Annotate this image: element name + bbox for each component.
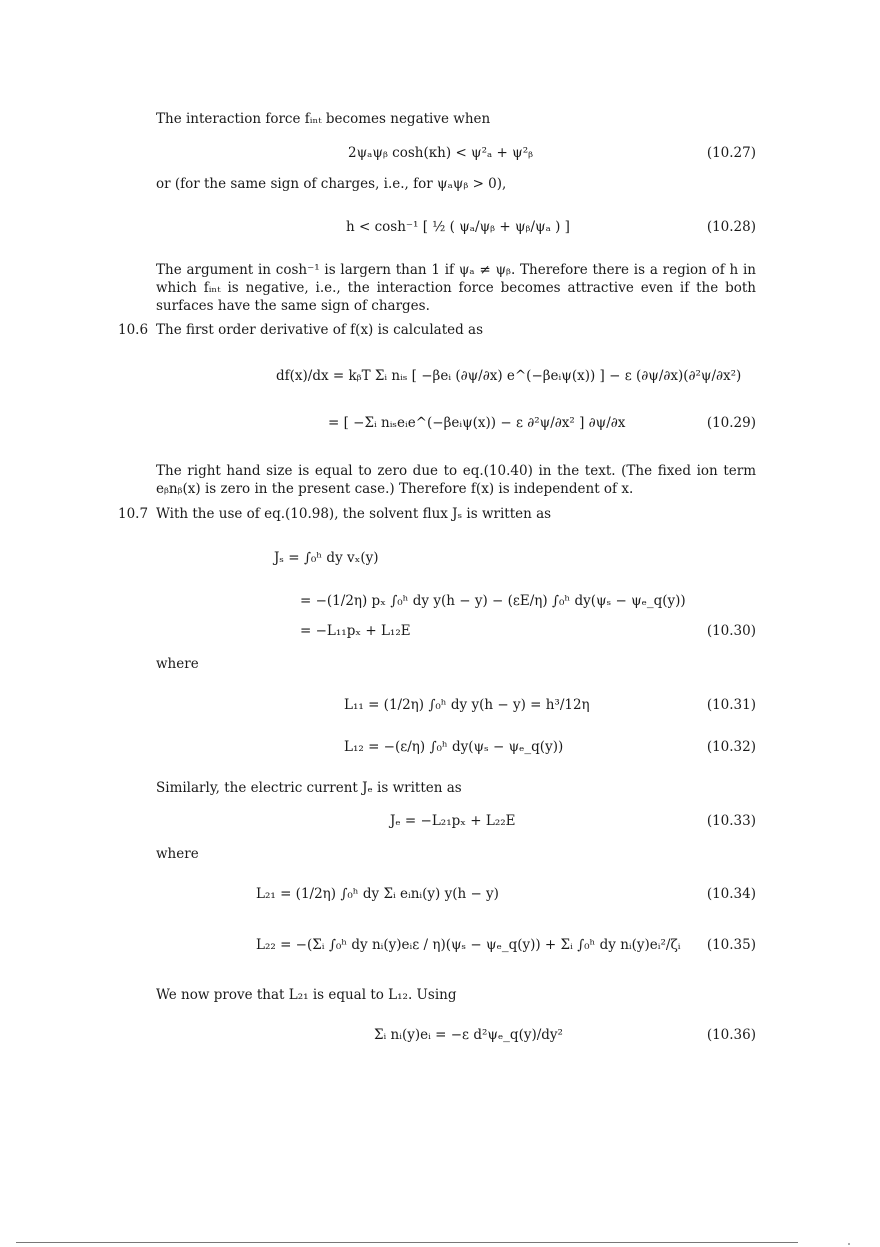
equation-10-35: L₂₂ = −(Σᵢ ∫₀ʰ dy nᵢ(y)eᵢε / η)(ψₛ − ψₑ_q(y)) + Σᵢ ∫₀ʰ dy nᵢ(y)eᵢ²/ζᵢ [256,937,681,953]
equation-10-34: L₂₁ = (1/2η) ∫₀ʰ dy Σᵢ eᵢnᵢ(y) y(h − y) [256,886,499,902]
equation-number-10-32: (10.32) [706,739,756,755]
equation-number-10-27: (10.27) [706,145,756,161]
equation-10-27: 2ψₐψᵦ cosh(κh) < ψ²ₐ + ψ²ᵦ [348,145,534,161]
problem-number-10-7: 10.7 [118,506,149,522]
equation-10-30-line-3: = −L₁₁pₓ + L₁₂E [300,623,411,639]
equation-10-30-line-2: = −(1/2η) pₓ ∫₀ʰ dy y(h − y) − (εE/η) ∫₀ʰ dy(ψₛ − ψₑ_q(y)) [300,593,686,609]
equation-10-30-line-1: Jₛ = ∫₀ʰ dy vₓ(y) [274,550,379,566]
similarly-text: Similarly, the electric current Jₑ is written as [156,780,462,796]
intro-text-1: The interaction force fᵢₙₜ becomes negative when [156,111,491,127]
intro-text-2: or (for the same sign of charges, i.e., for ψₐψᵦ > 0), [156,176,507,192]
equation-number-10-30: (10.30) [706,623,756,639]
equation-number-10-31: (10.31) [706,697,756,713]
equation-number-10-35: (10.35) [706,937,756,953]
equation-10-32: L₁₂ = −(ε/η) ∫₀ʰ dy(ψₛ − ψₑ_q(y)) [344,739,564,755]
footer-rule [16,1242,798,1243]
equation-10-31: L₁₁ = (1/2η) ∫₀ʰ dy y(h − y) = h³/12η [344,697,590,713]
problem-number-10-6: 10.6 [118,322,149,338]
equation-10-29-line-1: df(x)/dx = kᵦT Σᵢ nᵢₛ [ −βeᵢ (∂ψ/∂x) e^(−βeᵢψ(x)) ] − ε (∂ψ/∂x)(∂²ψ/∂x²) [276,368,742,384]
problem-10-6-paragraph: The right hand size is equal to zero due to eq.(10.40) in the text. (The fixed ion term eᵦnᵦ(x) is zero in the present case.) Therefore f(x) is independent of x. [156,463,756,497]
prove-text: We now prove that L₂₁ is equal to L₁₂. Using [156,987,457,1003]
equation-10-36: Σᵢ nᵢ(y)eᵢ = −ε d²ψₑ_q(y)/dy² [374,1027,563,1043]
problem-10-6-intro: The first order derivative of f(x) is calculated as [156,322,484,338]
intro-paragraph: The argument in cosh⁻¹ is largern than 1 if ψₐ ≠ ψᵦ. Therefore there is a region of h in which fᵢₙₜ is negative, i.e., the interaction force becomes attractive even if the both surfaces have the same sign of charges. [156,262,756,314]
equation-number-10-36: (10.36) [706,1027,756,1043]
equation-number-10-29: (10.29) [706,415,756,431]
equation-number-10-33: (10.33) [706,813,756,829]
corner-mark [848,1243,850,1245]
equation-10-29-line-2: = [ −Σᵢ nᵢₛeᵢe^(−βeᵢψ(x)) − ε ∂²ψ/∂x² ] ∂ψ/∂x [328,415,626,431]
equation-number-10-28: (10.28) [706,219,756,235]
equation-10-28: h < cosh⁻¹ [ ½ ( ψₐ/ψᵦ + ψᵦ/ψₐ ) ] [346,219,570,235]
where-label-2: where [156,846,199,862]
problem-10-7-intro: With the use of eq.(10.98), the solvent flux Jₛ is written as [156,506,552,522]
equation-10-33: Jₑ = −L₂₁pₓ + L₂₂E [390,813,516,829]
equation-number-10-34: (10.34) [706,886,756,902]
where-label-1: where [156,656,199,672]
